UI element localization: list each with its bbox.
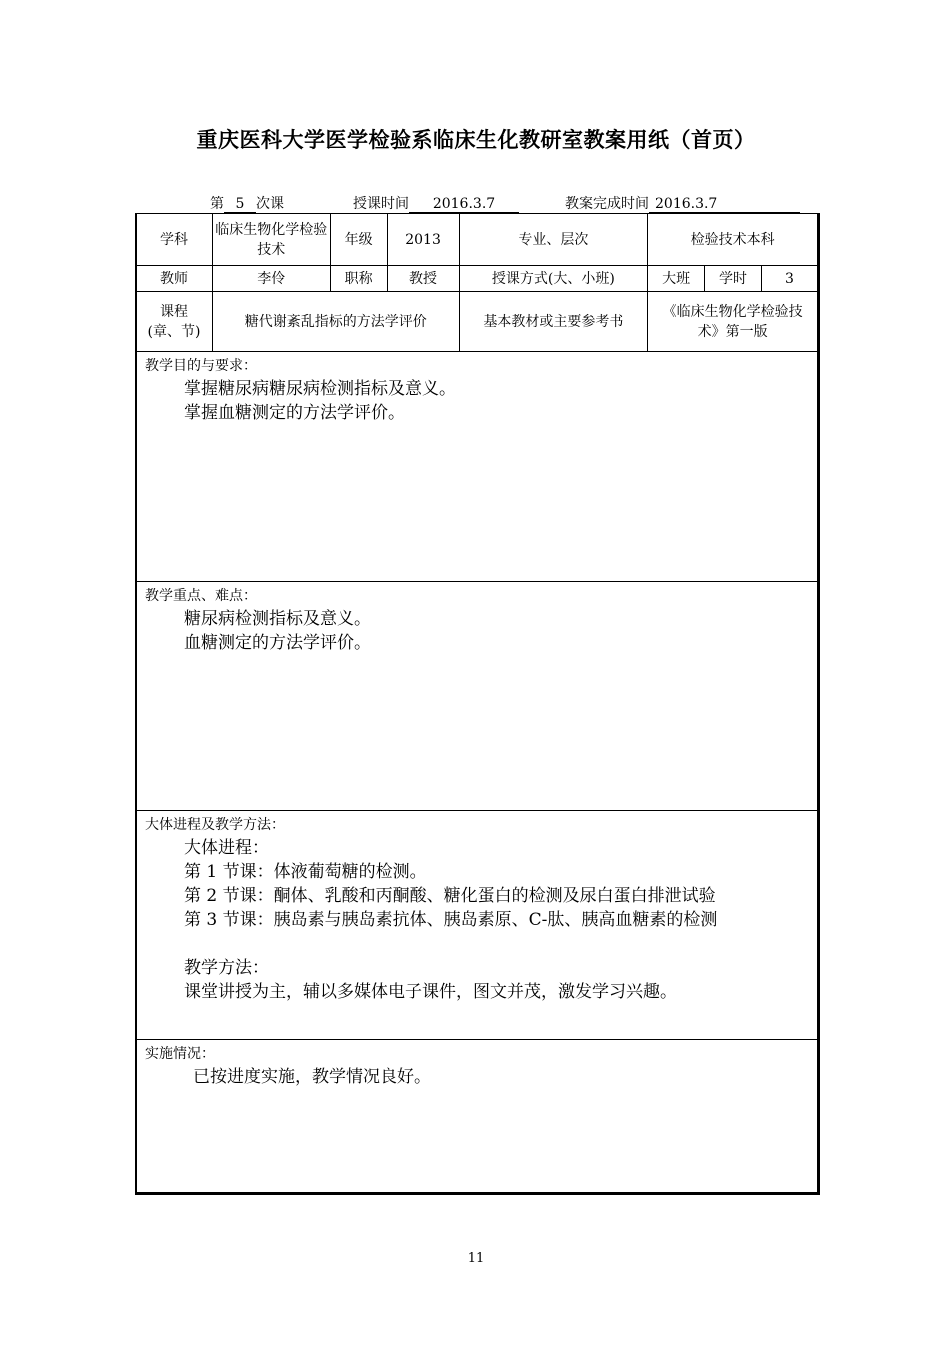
header-table <box>135 213 818 352</box>
progress-line: 第 1 节课：体液葡萄糖的检测。 <box>184 862 427 882</box>
lesson-number: 第 5 次课 <box>210 196 284 212</box>
goals-line: 掌握糖尿病糖尿病检测指标及意义。 <box>184 379 456 399</box>
implementation-line: 已按进度实施，教学情况良好。 <box>193 1067 431 1087</box>
course-label: 课程 (章、节) <box>136 292 213 352</box>
mode-value: 大班 <box>648 266 705 292</box>
page-title: 重庆医科大学医学检验系临床生化教研室教案用纸（首页） <box>196 128 756 152</box>
lesson-number-value: 5 <box>224 196 256 213</box>
keypoints-content <box>184 607 371 655</box>
major-label: 专业、层次 <box>459 214 648 266</box>
teach-time-value: 2016.3.7 <box>409 196 519 213</box>
progress-line <box>184 932 717 956</box>
teach-time: 授课时间 2016.3.7 <box>353 193 519 213</box>
keypoints-label: 教学重点、难点： <box>145 588 257 604</box>
teacher-label: 教师 <box>136 266 213 292</box>
done-time-value: 2016.3.7 <box>649 196 800 213</box>
book-value: 《临床生物化学检验技术》第一版 <box>648 292 818 352</box>
progress-line: 教学方法： <box>184 958 269 978</box>
rank-value: 教授 <box>387 266 459 292</box>
progress-line: 大体进程： <box>184 838 269 858</box>
keypoints-line: 糖尿病检测指标及意义。 <box>184 609 371 629</box>
goals-section <box>135 351 818 582</box>
progress-section <box>135 810 818 1040</box>
rank-label: 职称 <box>330 266 387 292</box>
mode-label: 授课方式(大、小班) <box>459 266 648 292</box>
progress-label: 大体进程及教学方法： <box>145 817 285 833</box>
grade-value: 2013 <box>387 214 459 266</box>
major-value: 检验技术本科 <box>648 214 818 266</box>
progress-line: 课堂讲授为主，辅以多媒体电子课件，图文并茂，激发学习兴趣。 <box>184 982 677 1002</box>
implementation-section <box>135 1039 818 1193</box>
subject-value: 临床生物化学检验技术 <box>212 214 330 266</box>
done-time: 教案完成时间 2016.3.7 <box>565 193 800 213</box>
page-number: 11 <box>467 1251 485 1266</box>
subject-label: 学科 <box>136 214 213 266</box>
book-label: 基本教材或主要参考书 <box>459 292 648 352</box>
goals-line: 掌握血糖测定的方法学评价。 <box>184 403 405 423</box>
course-value: 糖代谢紊乱指标的方法学评价 <box>212 292 459 352</box>
hours-label: 学时 <box>705 266 762 292</box>
teacher-value: 李伶 <box>212 266 330 292</box>
progress-content <box>184 836 717 1004</box>
goals-label: 教学目的与要求： <box>145 358 257 374</box>
implementation-label: 实施情况： <box>145 1046 215 1062</box>
keypoints-line: 血糖测定的方法学评价。 <box>184 633 371 653</box>
grade-label: 年级 <box>330 214 387 266</box>
progress-line: 第 3 节课：胰岛素与胰岛素抗体、胰岛素原、C-肽、胰高血糖素的检测 <box>184 910 718 930</box>
keypoints-section <box>135 581 818 811</box>
hours-value: 3 <box>762 266 818 292</box>
progress-line: 第 2 节课：酮体、乳酸和丙酮酸、糖化蛋白的检测及尿白蛋白排泄试验 <box>184 886 716 906</box>
implementation-content <box>193 1065 431 1089</box>
goals-content <box>184 377 456 425</box>
